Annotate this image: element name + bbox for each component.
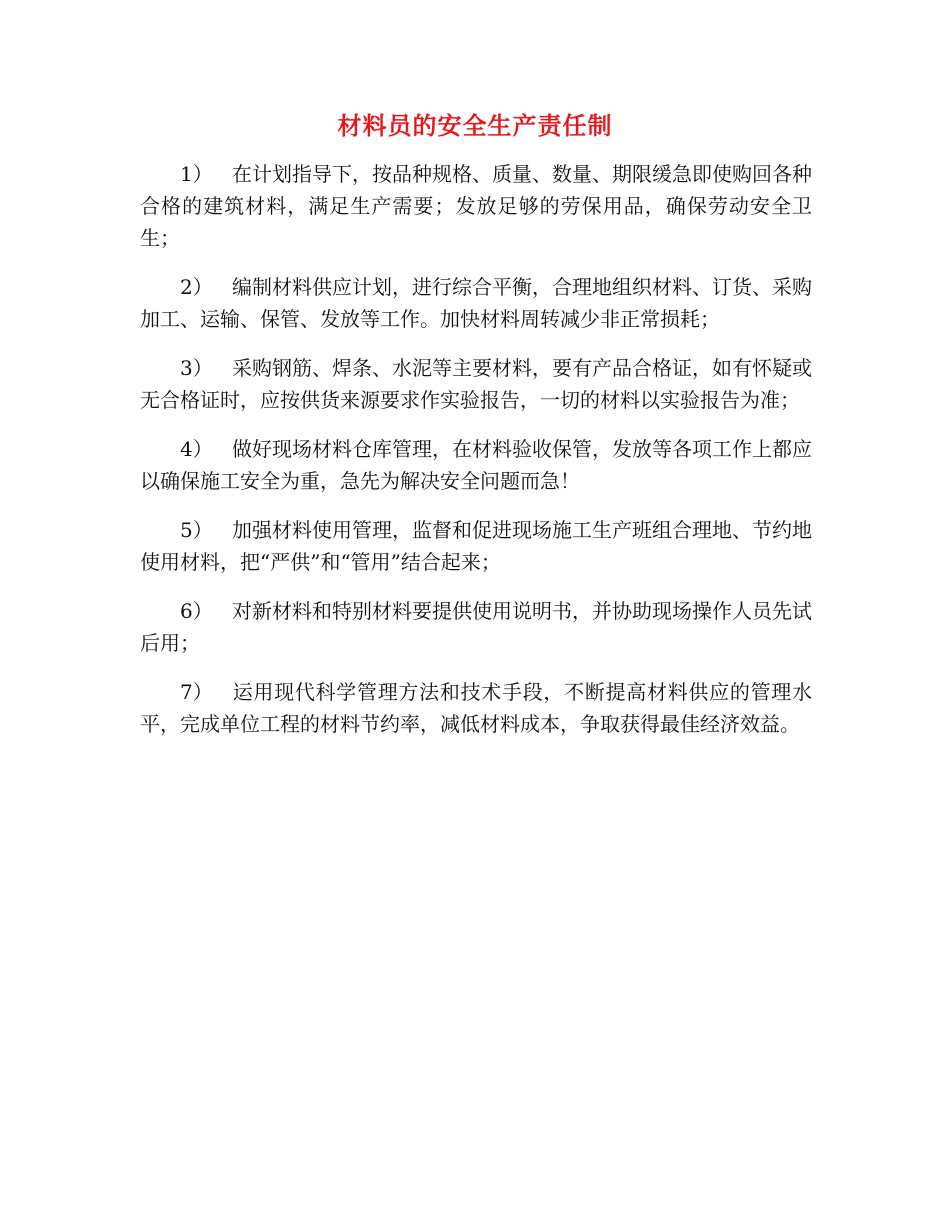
list-item-3 [140,352,812,416]
item-number: 7） [180,680,213,704]
item-number: 6） [180,599,213,623]
item-text: 做好现场材料仓库管理，在材料验收保管，发放等各项工作上都应以确保施工安全为重，急先为解决安全问题而急！ [140,437,812,493]
list-item-5 [140,514,812,578]
item-text: 采购钢筋、焊条、水泥等主要材料，要有产品合格证，如有怀疑或无合格证时，应按供货来源要求作实验报告，一切的材料以实验报告为准； [140,356,812,412]
item-number: 1） [180,162,213,186]
list-item-6 [140,595,812,659]
item-text: 运用现代科学管理方法和技术手段，不断提高材料供应的管理水平，完成单位工程的材料节约率，减低材料成本，争取获得最佳经济效益。 [140,680,812,736]
item-number: 2） [180,275,213,299]
list-item-4 [140,433,812,497]
item-text: 加强材料使用管理，监督和促进现场施工生产班组合理地、节约地使用材料，把“严供”和“管用”结合起来； [140,518,812,574]
document-title: 材料员的安全生产责任制 [337,111,613,140]
item-text: 对新材料和特别材料要提供使用说明书，并协助现场操作人员先试后用； [140,599,812,655]
document-body [140,158,812,757]
list-item-1 [140,158,812,254]
list-item-2 [140,271,812,335]
item-number: 3） [180,356,213,380]
item-text: 在计划指导下，按品种规格、质量、数量、期限缓急即使购回各种合格的建筑材料，满足生产需要；发放足够的劳保用品，确保劳动安全卫生； [140,162,812,250]
item-number: 5） [180,518,213,542]
list-item-7 [140,676,812,740]
item-text: 编制材料供应计划，进行综合平衡，合理地组织材料、订货、采购加工、运输、保管、发放等工作。加快材料周转减少非正常损耗； [140,275,812,331]
item-number: 4） [180,437,213,461]
